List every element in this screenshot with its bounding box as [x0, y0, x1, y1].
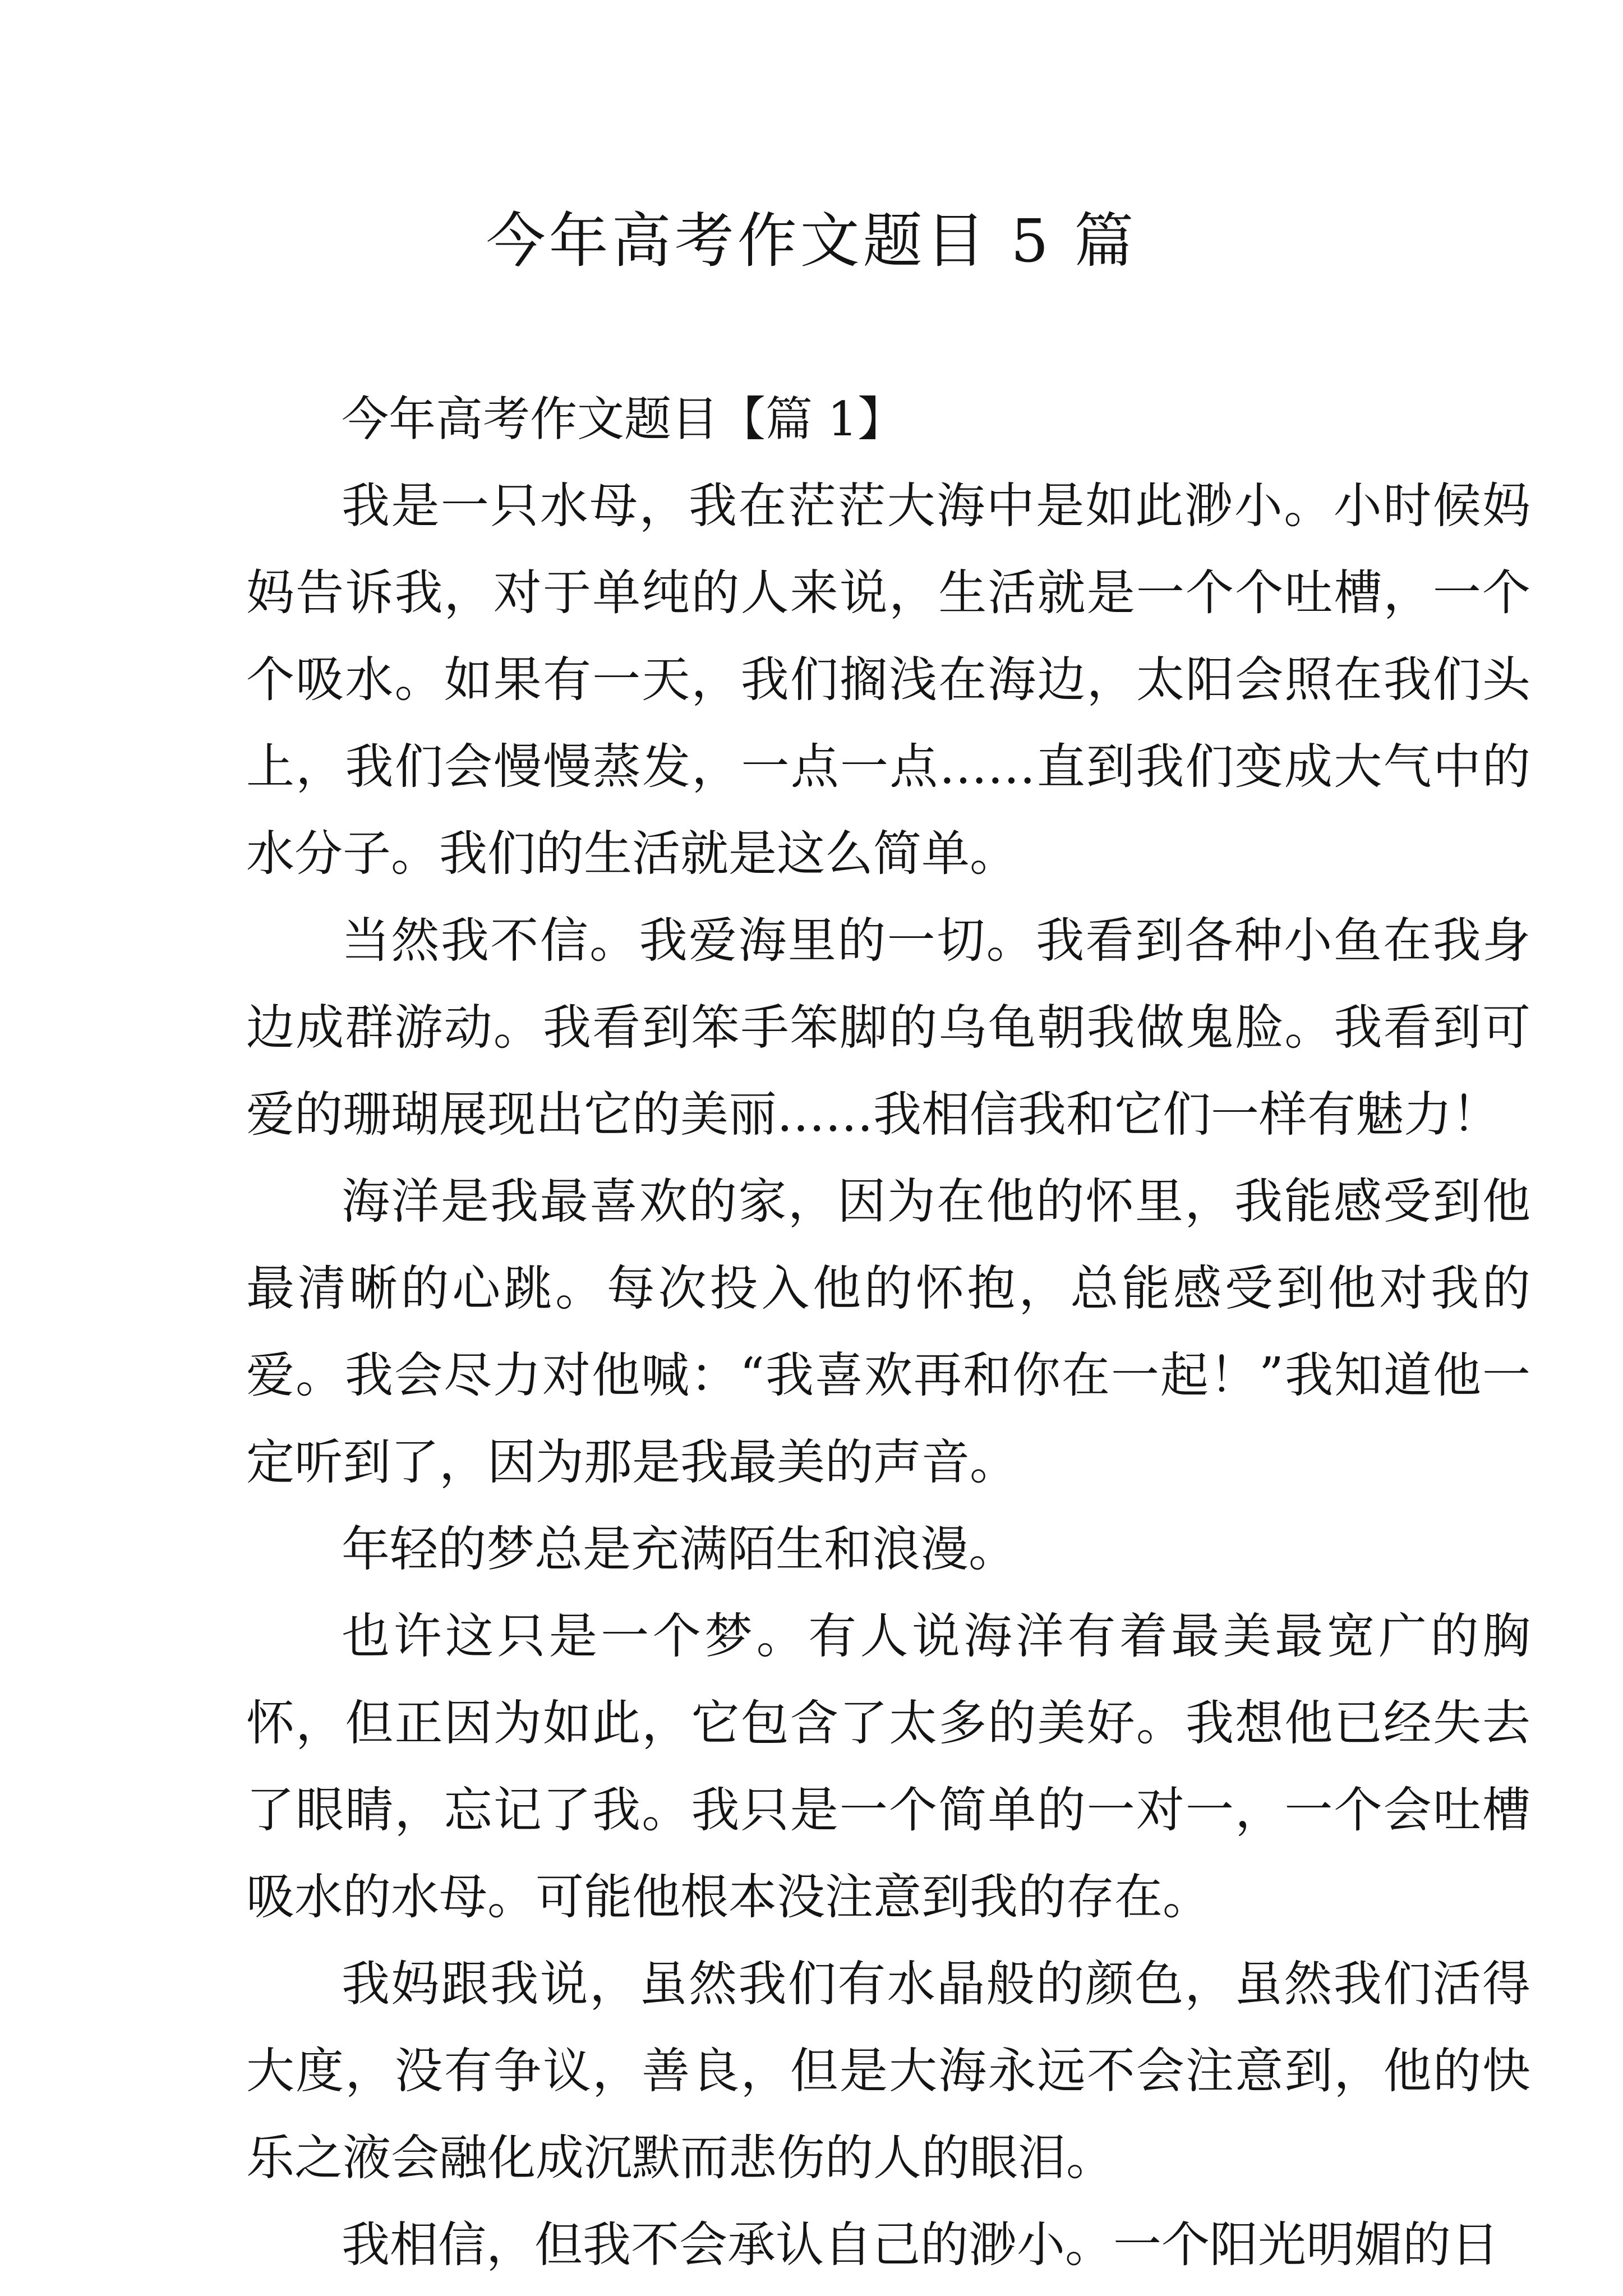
document-title: 今年高考作文题目 5 篇 — [486, 206, 1137, 275]
paragraph: 我相信，但我不会承认自己的渺小。一个阳光明媚的日 — [342, 2217, 1499, 2273]
paragraph: 我是一只水母，我在茫茫大海中是如此渺小。小时候妈妈告诉我，对于单纯的人来说，生活就是一个个吐槽，一个个吸水。如果有一天，我们搁浅在海边，太阳会照在我们头上，我们会慢慢蒸发，一点一点……直到我们变成大气中的水分子。我们的生活就是这么简单。 — [246, 478, 1530, 882]
paragraph: 也许这只是一个梦。有人说海洋有着最美最宽广的胸怀，但正因为如此，它包含了太多的美好。我想他已经失去了眼睛，忘记了我。我只是一个简单的一对一，一个会吐槽吸水的水母。可能他根本没注意到我的存在。 — [246, 1608, 1530, 1925]
paragraph: 我妈跟我说，虽然我们有水晶般的颜色，虽然我们活得大度，没有争议，善良，但是大海永远不会注意到，他的快乐之液会融化成沉默而悲伤的人的眼泪。 — [246, 1956, 1530, 2186]
paragraph: 海洋是我最喜欢的家，因为在他的怀里，我能感受到他最清晰的心跳。每次投入他的怀抱，总能感受到他对我的爱。我会尽力对他喊：“我喜欢再和你在一起！”我知道他一定听到了，因为那是我最美的声音。 — [246, 1174, 1530, 1490]
section-heading: 今年高考作文题目【篇 1】 — [342, 392, 905, 447]
paragraph: 当然我不信。我爱海里的一切。我看到各种小鱼在我身边成群游动。我看到笨手笨脚的乌龟朝我做鬼脸。我看到可爱的珊瑚展现出它的美丽……我相信我和它们一样有魅力！ — [246, 913, 1530, 1143]
document-body — [246, 376, 1530, 2289]
paragraph: 年轻的梦总是充满陌生和浪漫。 — [342, 1521, 1017, 1577]
